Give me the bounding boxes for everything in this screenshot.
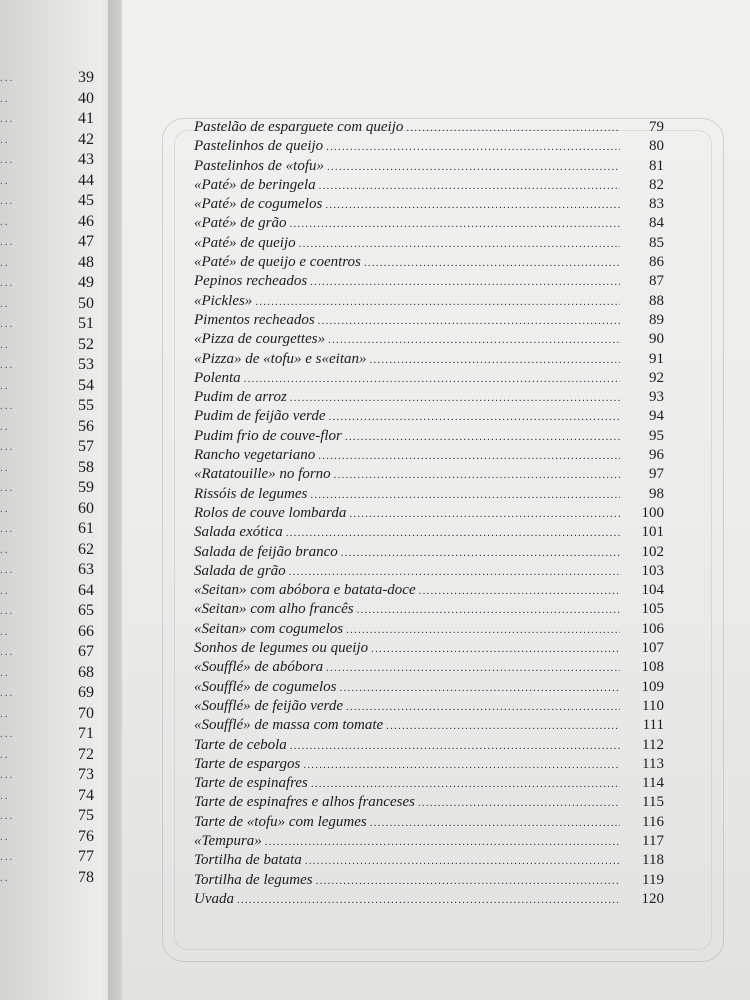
previous-page-number [0,519,94,540]
toc-entry-page-number: 111 [642,717,664,734]
toc-entry-title: Pastelão de esparguete com queijo [194,119,404,135]
toc-entry-title: Tarte de espinafres [194,775,308,792]
toc-entry-page-number: 85 [649,234,664,251]
previous-page-number [0,868,94,889]
previous-page-number-text: 54 [78,376,94,394]
toc-entry-page-number: 98 [649,485,664,502]
table-of-contents [194,118,664,909]
toc-leader-dots [341,544,620,563]
previous-page-number [0,437,94,458]
toc-entry [194,292,664,311]
toc-entry-title: «Pizza» de «tofu» e s«eitan» [194,350,367,367]
toc-entry [194,697,664,716]
leader-dots-fragment: .. [0,174,10,187]
previous-page-number-text: 49 [78,274,94,291]
toc-leader-dots [326,138,620,157]
toc-entry-title: «Seitan» com abóbora e batata-doce [194,582,416,599]
toc-entry-title: «Paté» de cogumelos [194,196,323,213]
toc-entry-title: Polenta [194,369,241,386]
toc-entry [194,214,664,233]
toc-leader-dots [418,794,620,813]
toc-entry-page-number: 90 [649,331,664,348]
toc-leader-dots [319,177,620,196]
previous-page-number-text: 64 [78,581,94,599]
leader-dots-fragment: .. [0,707,10,720]
leader-dots-fragment: .. [0,666,10,679]
toc-leader-dots [370,814,620,833]
toc-entry [194,832,664,851]
previous-page-number-text: 43 [78,151,94,168]
toc-entry-page-number: 93 [649,389,664,406]
previous-page-number [0,253,94,274]
toc-entry [194,427,664,446]
leader-dots-fragment: .. [0,584,10,597]
toc-leader-dots [346,621,620,640]
toc-entry-title: Pudim de feijão verde [194,408,326,425]
leader-dots-fragment: ... [0,523,15,535]
toc-entry [194,871,664,890]
toc-entry-title: Pudim frio de couve-flor [194,427,342,444]
toc-entry-title: «Soufflé» de abóbora [194,659,324,676]
toc-entry-page-number: 116 [642,813,664,830]
toc-entry-page-number: 89 [649,311,664,328]
previous-page-number [0,89,94,110]
leader-dots-fragment: ... [0,728,15,740]
previous-page-number-text: 41 [78,110,94,127]
previous-page-number [0,335,94,356]
leader-dots-fragment: ... [0,318,15,330]
toc-leader-dots [326,659,620,678]
toc-leader-dots [327,158,620,177]
toc-entry-title: «Soufflé» de massa com tomate [194,717,384,734]
toc-entry [194,465,664,484]
previous-page-number [0,294,94,315]
toc-leader-dots [310,486,620,505]
previous-page-number [0,724,94,745]
toc-entry [194,350,664,369]
toc-entry-page-number: 87 [649,273,664,290]
leader-dots-fragment: .. [0,871,10,884]
toc-entry-page-number: 81 [649,157,664,174]
toc-entry-page-number: 103 [641,562,664,579]
toc-entry [194,620,664,639]
previous-page-number-text: 60 [78,499,94,517]
toc-entry-title: Rancho vegetariano [194,447,316,464]
toc-entry-title: Pepinos recheados [194,273,308,290]
toc-leader-dots [318,447,620,466]
leader-dots-fragment: ... [0,113,15,125]
toc-entry [194,890,664,909]
toc-entry-page-number: 105 [641,601,664,618]
previous-page-number-text: 57 [78,438,94,455]
toc-entry-page-number: 80 [649,138,664,155]
previous-page-number [0,806,94,827]
toc-entry [194,562,664,581]
toc-entry-page-number: 79 [649,119,664,135]
previous-page-number-text: 48 [78,253,94,271]
previous-page-number [0,540,94,561]
previous-page-number-text: 61 [78,520,94,537]
toc-entry [194,388,664,407]
toc-entry [194,137,664,156]
toc-entry-page-number: 114 [642,775,664,792]
toc-leader-dots [311,775,620,794]
leader-dots-fragment: .. [0,133,10,146]
previous-page-number [0,827,94,848]
toc-entry-title: Pastelinhos de «tofu» [194,157,324,174]
previous-page-number-text: 78 [78,868,94,886]
toc-entry-title: Rissóis de legumes [194,485,308,502]
leader-dots-fragment: ... [0,646,15,658]
toc-entry [194,658,664,677]
toc-entry-page-number: 97 [649,466,664,483]
toc-entry [194,581,664,600]
previous-page-number-text: 52 [78,335,94,353]
previous-page-number-text: 51 [78,315,94,332]
toc-entry [194,813,664,832]
toc-entry-title: «Ratatouille» no forno [194,466,331,483]
leader-dots-fragment: .. [0,92,10,105]
previous-page-number-text: 40 [78,89,94,107]
toc-entry [194,311,664,330]
toc-entry [194,446,664,465]
toc-entry-title: Salada de grão [194,562,286,579]
previous-page-number [0,171,94,192]
toc-leader-dots [286,524,620,543]
toc-entry-page-number: 110 [642,697,664,714]
toc-entry-page-number: 108 [641,659,664,676]
toc-entry-title: «Paté» de queijo [194,234,296,251]
toc-entry-title: Tarte de espargos [194,755,301,772]
leader-dots-fragment: ... [0,236,15,248]
previous-page-number [0,130,94,151]
previous-page-number [0,642,94,663]
toc-entry-title: «Pizza de courgettes» [194,331,326,348]
toc-entry [194,176,664,195]
leader-dots-fragment: ... [0,277,15,289]
previous-page-number [0,704,94,725]
previous-page-number-text: 72 [78,745,94,763]
toc-entry-page-number: 100 [641,504,664,521]
previous-page-number [0,273,94,294]
toc-entry [194,736,664,755]
leader-dots-fragment: .. [0,625,10,638]
toc-entry-title: «Soufflé» de cogumelos [194,678,337,695]
leader-dots-fragment: ... [0,400,15,412]
toc-entry-title: Rolos de couve lombarda [194,504,347,521]
previous-page-number-text: 73 [78,766,94,783]
toc-entry-title: «Paté» de grão [194,215,287,232]
toc-entry-title: Salada de feijão branco [194,543,338,560]
toc-leader-dots [325,196,620,215]
toc-entry-page-number: 82 [649,176,664,193]
toc-leader-dots [339,679,620,698]
toc-entry-title: «Seitan» com alho francês [194,601,354,618]
previous-page-number-text: 70 [78,704,94,722]
leader-dots-fragment: .. [0,256,10,269]
leader-dots-fragment: .. [0,830,10,843]
previous-page-number [0,68,94,89]
leader-dots-fragment: .. [0,748,10,761]
leader-dots-fragment: .. [0,215,10,228]
toc-leader-dots [289,563,620,582]
toc-entry [194,600,664,619]
toc-leader-dots [364,254,620,273]
toc-entry [194,755,664,774]
previous-page-number [0,560,94,581]
toc-entry [194,793,664,812]
toc-entry [194,407,664,426]
leader-dots-fragment: ... [0,441,15,453]
previous-page-number-text: 42 [78,130,94,148]
toc-entry-page-number: 96 [649,447,664,464]
toc-entry [194,523,664,542]
toc-entry [194,330,664,349]
previous-page-number-text: 68 [78,663,94,681]
toc-leader-dots [318,312,620,331]
toc-entry-page-number: 84 [649,215,664,232]
previous-page-number-text: 44 [78,171,94,189]
previous-page-number [0,232,94,253]
toc-leader-dots [237,891,620,910]
leader-dots-fragment: ... [0,851,15,863]
toc-entry [194,272,664,291]
previous-page-number-text: 59 [78,479,94,496]
previous-page-number-text: 67 [78,643,94,660]
previous-page-number-text: 77 [78,848,94,865]
toc-entry-title: «Paté» de queijo e coentros [194,254,361,271]
previous-page-number [0,212,94,233]
toc-entry-title: «Pickles» [194,292,253,309]
previous-page-number [0,376,94,397]
toc-entry-page-number: 104 [641,582,664,599]
toc-entry-title: Tortilha de batata [194,852,302,869]
toc-leader-dots [419,582,620,601]
toc-entry [194,678,664,697]
toc-leader-dots [370,351,621,370]
previous-page-numbers [0,68,94,888]
leader-dots-fragment: .. [0,461,10,474]
toc-entry-page-number: 92 [649,369,664,386]
previous-page-number-text: 45 [78,192,94,209]
leader-dots-fragment: ... [0,195,15,207]
toc-entry-page-number: 109 [641,678,664,695]
previous-page-number-text: 58 [78,458,94,476]
toc-entry-page-number: 91 [649,350,664,367]
toc-entry-page-number: 106 [641,620,664,637]
toc-entry-page-number: 115 [642,794,664,811]
toc-leader-dots [310,273,620,292]
previous-page-number-text: 63 [78,561,94,578]
toc-leader-dots [357,601,620,620]
toc-entry-page-number: 119 [642,871,664,888]
previous-page-number [0,581,94,602]
toc-leader-dots [371,640,620,659]
toc-entry [194,504,664,523]
toc-leader-dots [289,215,620,234]
toc-leader-dots [328,408,620,427]
toc-entry-title: Uvada [194,890,234,907]
previous-page [0,0,118,1000]
previous-page-number-text: 66 [78,622,94,640]
toc-entry-page-number: 86 [649,254,664,271]
previous-page-number [0,786,94,807]
leader-dots-fragment: ... [0,72,15,84]
toc-entry-title: Tarte de cebola [194,736,287,753]
toc-leader-dots [305,852,620,871]
toc-entry-title: «Seitan» com cogumelos [194,620,344,637]
leader-dots-fragment: ... [0,810,15,822]
toc-leader-dots [328,331,620,350]
toc-leader-dots [316,872,620,891]
previous-page-number [0,601,94,622]
toc-entry-title: Pimentos recheados [194,311,315,328]
toc-entry-page-number: 107 [641,640,664,657]
previous-page-number [0,622,94,643]
toc-leader-dots [290,737,620,756]
leader-dots-fragment: ... [0,359,15,371]
previous-page-number [0,396,94,417]
toc-entry [194,195,664,214]
toc-leader-dots [299,235,620,254]
leader-dots-fragment: ... [0,769,15,781]
toc-entry-page-number: 101 [641,524,664,541]
leader-dots-fragment: ... [0,687,15,699]
leader-dots-fragment: .. [0,338,10,351]
toc-entry-title: Pastelinhos de queijo [194,138,324,155]
toc-entry [194,543,664,562]
leader-dots-fragment: .. [0,379,10,392]
leader-dots-fragment: ... [0,154,15,166]
previous-page-number [0,683,94,704]
toc-entry-page-number: 88 [649,292,664,309]
toc-entry [194,234,664,253]
toc-entry-page-number: 94 [649,408,664,425]
leader-dots-fragment: .. [0,543,10,556]
toc-entry-page-number: 102 [641,543,664,560]
toc-leader-dots [346,698,620,717]
previous-page-number [0,355,94,376]
toc-entry [194,369,664,388]
toc-entry-title: «Soufflé» de feijão verde [194,697,343,714]
previous-page-number-text: 39 [78,69,94,86]
toc-entry-title: Tarte de espinafres e alhos franceses [194,794,415,811]
previous-page-number-text: 69 [78,684,94,701]
toc-leader-dots [244,370,620,389]
previous-page-number [0,150,94,171]
toc-leader-dots [290,389,620,408]
leader-dots-fragment: ... [0,482,15,494]
previous-page-number-text: 62 [78,540,94,558]
previous-page-number [0,745,94,766]
toc-entry-title: Salada exótica [194,524,283,541]
toc-entry-page-number: 83 [649,196,664,213]
leader-dots-fragment: .. [0,789,10,802]
toc-leader-dots [303,756,620,775]
toc-entry-title: Pudim de arroz [194,389,287,406]
leader-dots-fragment: ... [0,605,15,617]
toc-leader-dots [386,717,620,736]
previous-page-number-text: 75 [78,807,94,824]
previous-page-number [0,847,94,868]
toc-entry-page-number: 117 [642,832,664,849]
leader-dots-fragment: .. [0,420,10,433]
toc-leader-dots [334,466,620,485]
toc-entry [194,253,664,272]
toc-entry-page-number: 120 [641,890,664,907]
toc-entry-title: Sonhos de legumes ou queijo [194,640,369,657]
previous-page-number-text: 65 [78,602,94,619]
toc-entry-page-number: 118 [642,852,664,869]
toc-entry-title: «Paté» de beringela [194,176,316,193]
previous-page-number [0,765,94,786]
toc-entry-page-number: 113 [642,755,664,772]
leader-dots-fragment: .. [0,297,10,310]
previous-page-number [0,417,94,438]
toc-entry-page-number: 112 [642,736,664,753]
toc-entry [194,485,664,504]
toc-entry-title: Tortilha de legumes [194,871,313,888]
toc-leader-dots [406,119,620,138]
leader-dots-fragment: .. [0,502,10,515]
previous-page-number [0,109,94,130]
toc-leader-dots [265,833,620,852]
toc-entry [194,639,664,658]
previous-page-number [0,314,94,335]
previous-page-number [0,663,94,684]
previous-page-number-text: 71 [78,725,94,742]
toc-entry [194,716,664,735]
previous-page-number-text: 56 [78,417,94,435]
previous-page-number-text: 46 [78,212,94,230]
leader-dots-fragment: ... [0,564,15,576]
previous-page-number [0,458,94,479]
previous-page-number-text: 50 [78,294,94,312]
previous-page-number-text: 47 [78,233,94,250]
previous-page-number-text: 76 [78,827,94,845]
previous-page-number [0,478,94,499]
previous-page-number-text: 55 [78,397,94,414]
toc-leader-dots [255,293,620,312]
toc-leader-dots [349,505,620,524]
toc-entry [194,157,664,176]
toc-entry-title: Tarte de «tofu» com legumes [194,813,367,830]
toc-entry [194,774,664,793]
toc-leader-dots [345,428,620,447]
toc-entry [194,851,664,870]
toc-entry-title: «Tempura» [194,832,262,849]
previous-page-number [0,499,94,520]
toc-entry [194,118,664,137]
previous-page-number-text: 74 [78,786,94,804]
previous-page-number [0,191,94,212]
previous-page-number-text: 53 [78,356,94,373]
toc-entry-page-number: 95 [649,427,664,444]
